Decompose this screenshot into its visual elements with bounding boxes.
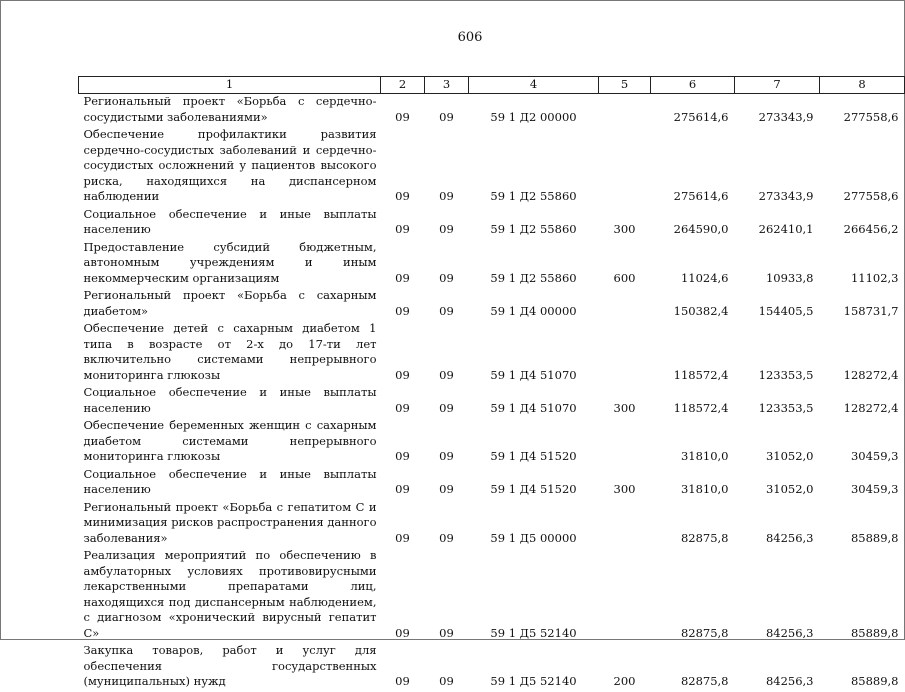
row-target-article: 59 1 Д4 00000 bbox=[490, 303, 577, 318]
table-row bbox=[79, 467, 905, 500]
row-amount-year2: 31052,0 bbox=[765, 449, 814, 463]
row-name: Обеспечение детей с сахарным диабетом 1 типа в возрасте от 2-х до 17-ти лет включительно системами непрерывного мониторинга глюкозы bbox=[83, 321, 377, 382]
row-subsection: 09 bbox=[439, 109, 454, 124]
row-amount-year1: 11024,6 bbox=[680, 270, 729, 285]
row-name: Социальное обеспечение и иные выплаты населению bbox=[83, 385, 377, 415]
row-amount-year3: 277558,6 bbox=[843, 189, 899, 203]
row-name: Региональный проект «Борьба с сердечно-сосудистыми заболеваниями» bbox=[83, 94, 377, 124]
row-name: Обеспечение профилактики развития сердечно-сосудистых заболеваний и сердечно-сосудистых осложнений у пациентов высокого риска, находящихся на диспансерном наблюдении bbox=[83, 127, 377, 203]
table-row bbox=[79, 385, 905, 418]
row-amount-year1: 31810,0 bbox=[680, 482, 729, 496]
row-amount-year1: 82875,8 bbox=[680, 674, 729, 688]
row-name: Обеспечение беременных женщин с сахарным диабетом системами непрерывного мониторинга глюкозы bbox=[83, 418, 377, 463]
row-subsection: 09 bbox=[439, 367, 454, 382]
row-expense-type bbox=[599, 288, 651, 321]
row-amount-year3: 277558,6 bbox=[843, 109, 899, 124]
row-section: 09 bbox=[395, 303, 410, 318]
row-section: 09 bbox=[395, 109, 410, 124]
row-expense-type: 300 bbox=[613, 400, 636, 415]
header-cell: 8 bbox=[820, 77, 905, 94]
row-amount-year3: 85889,8 bbox=[850, 625, 899, 640]
row-expense-type: 600 bbox=[613, 270, 636, 285]
row-amount-year1: 118572,4 bbox=[673, 400, 729, 415]
table-row bbox=[79, 548, 905, 643]
header-cell: 1 bbox=[79, 77, 381, 94]
header-cell: 7 bbox=[735, 77, 820, 94]
header-cell: 2 bbox=[381, 77, 425, 94]
table-row bbox=[79, 418, 905, 467]
row-amount-year2: 31052,0 bbox=[765, 482, 814, 496]
row-name: Региональный проект «Борьба с гепатитом С и минимизация рисков распространения данного заболевания» bbox=[83, 499, 377, 545]
row-name: Закупка товаров, работ и услуг для обеспечения государственных (муниципальных) нужд bbox=[83, 643, 377, 688]
row-target-article: 59 1 Д5 52140 bbox=[490, 674, 577, 688]
row-amount-year2: 273343,9 bbox=[758, 109, 814, 124]
row-expense-type bbox=[599, 548, 651, 643]
row-amount-year1: 31810,0 bbox=[680, 449, 729, 463]
header-cell: 3 bbox=[425, 77, 469, 94]
header-cell: 4 bbox=[469, 77, 599, 94]
row-section: 09 bbox=[395, 449, 410, 463]
row-amount-year3: 128272,4 bbox=[843, 367, 899, 382]
row-amount-year2: 123353,5 bbox=[758, 367, 814, 382]
row-expense-type: 300 bbox=[613, 222, 636, 236]
row-amount-year1: 275614,6 bbox=[673, 189, 729, 203]
row-amount-year1: 275614,6 bbox=[673, 109, 729, 124]
row-expense-type: 300 bbox=[613, 482, 636, 496]
header-cell: 5 bbox=[599, 77, 651, 94]
table-row bbox=[79, 240, 905, 289]
row-amount-year2: 262410,1 bbox=[758, 222, 814, 236]
row-name: Социальное обеспечение и иные выплаты населению bbox=[83, 466, 377, 496]
row-subsection: 09 bbox=[439, 449, 454, 463]
row-amount-year3: 128272,4 bbox=[843, 400, 899, 415]
row-target-article: 59 1 Д2 55860 bbox=[490, 189, 577, 203]
row-name: Реализация мероприятий по обеспечению в амбулаторных условиях противовирусными лекарственными препаратами лиц, находящихся под диспансерным наблюдением, с диагнозом «хронический вирусный гепатит С» bbox=[83, 548, 377, 640]
row-amount-year3: 158731,7 bbox=[843, 303, 899, 318]
row-name: Предоставление субсидий бюджетным, автономным учреждениям и иным некоммерческим организациям bbox=[83, 239, 377, 285]
row-target-article: 59 1 Д4 51070 bbox=[490, 367, 577, 382]
row-amount-year2: 84256,3 bbox=[765, 674, 814, 688]
row-subsection: 09 bbox=[439, 625, 454, 640]
row-amount-year3: 85889,8 bbox=[850, 674, 899, 688]
row-section: 09 bbox=[395, 222, 410, 236]
row-subsection: 09 bbox=[439, 303, 454, 318]
table-row bbox=[79, 321, 905, 385]
row-amount-year1: 82875,8 bbox=[680, 530, 729, 545]
table-body bbox=[79, 94, 905, 692]
row-section: 09 bbox=[395, 400, 410, 415]
page-number: 606 bbox=[457, 30, 483, 45]
row-target-article: 59 1 Д2 55860 bbox=[490, 270, 577, 285]
row-target-article: 59 1 Д4 51520 bbox=[490, 482, 577, 496]
row-section: 09 bbox=[395, 270, 410, 285]
row-expense-type bbox=[599, 500, 651, 549]
row-amount-year1: 82875,8 bbox=[680, 625, 729, 640]
table-row bbox=[79, 643, 905, 692]
row-amount-year3: 30459,3 bbox=[850, 482, 899, 496]
row-amount-year3: 11102,3 bbox=[850, 270, 899, 285]
row-section: 09 bbox=[395, 482, 410, 496]
table-row bbox=[79, 500, 905, 549]
row-amount-year2: 84256,3 bbox=[765, 530, 814, 545]
row-expense-type bbox=[599, 418, 651, 467]
header-cell: 6 bbox=[651, 77, 735, 94]
row-amount-year3: 30459,3 bbox=[850, 449, 899, 463]
row-subsection: 09 bbox=[439, 189, 454, 203]
row-section: 09 bbox=[395, 189, 410, 203]
row-target-article: 59 1 Д5 00000 bbox=[490, 530, 577, 545]
row-target-article: 59 1 Д2 00000 bbox=[490, 109, 577, 124]
row-section: 09 bbox=[395, 674, 410, 688]
row-amount-year2: 84256,3 bbox=[765, 625, 814, 640]
row-amount-year1: 150382,4 bbox=[673, 303, 729, 318]
row-target-article: 59 1 Д5 52140 bbox=[490, 625, 577, 640]
row-amount-year3: 85889,8 bbox=[850, 530, 899, 545]
row-name: Социальное обеспечение и иные выплаты населению bbox=[83, 206, 377, 236]
row-subsection: 09 bbox=[439, 530, 454, 545]
row-subsection: 09 bbox=[439, 482, 454, 496]
row-target-article: 59 1 Д2 55860 bbox=[490, 222, 577, 236]
row-amount-year2: 123353,5 bbox=[758, 400, 814, 415]
row-amount-year2: 10933,8 bbox=[765, 270, 814, 285]
row-amount-year1: 118572,4 bbox=[673, 367, 729, 382]
header-row bbox=[79, 77, 905, 94]
row-subsection: 09 bbox=[439, 222, 454, 236]
row-section: 09 bbox=[395, 530, 410, 545]
row-subsection: 09 bbox=[439, 270, 454, 285]
row-amount-year3: 266456,2 bbox=[843, 222, 899, 236]
row-subsection: 09 bbox=[439, 400, 454, 415]
table-row bbox=[79, 288, 905, 321]
row-amount-year1: 264590,0 bbox=[673, 222, 729, 236]
row-subsection: 09 bbox=[439, 674, 454, 688]
table-row bbox=[79, 127, 905, 207]
table-row bbox=[79, 207, 905, 240]
row-target-article: 59 1 Д4 51520 bbox=[490, 449, 577, 463]
table-row bbox=[79, 94, 905, 128]
row-expense-type: 200 bbox=[613, 674, 636, 688]
row-section: 09 bbox=[395, 367, 410, 382]
row-section: 09 bbox=[395, 625, 410, 640]
row-name: Региональный проект «Борьба с сахарным диабетом» bbox=[83, 288, 377, 318]
row-target-article: 59 1 Д4 51070 bbox=[490, 400, 577, 415]
row-expense-type bbox=[599, 127, 651, 207]
row-amount-year2: 154405,5 bbox=[758, 303, 814, 318]
row-expense-type bbox=[599, 94, 651, 128]
budget-table bbox=[78, 76, 905, 692]
row-expense-type bbox=[599, 321, 651, 385]
row-amount-year2: 273343,9 bbox=[758, 189, 814, 203]
